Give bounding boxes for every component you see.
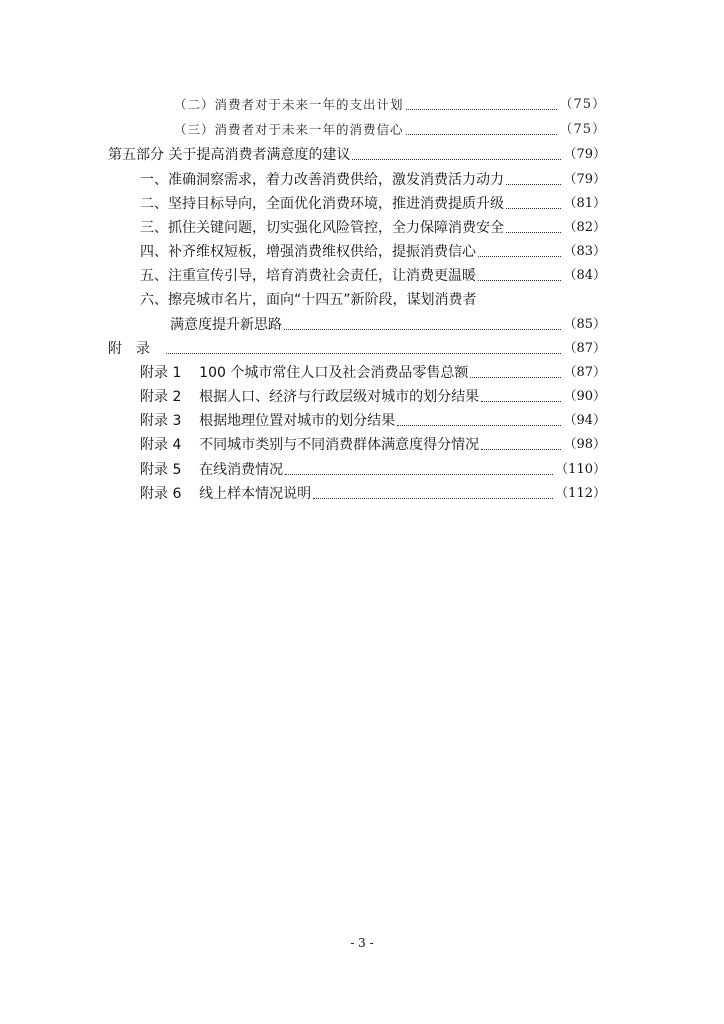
toc-page-number: （82） bbox=[563, 220, 606, 235]
toc-page-number: （87） bbox=[563, 341, 606, 356]
toc-entry-label: 五、注重宣传引导，培育消费社会责任，让消费更温暖 bbox=[140, 268, 476, 284]
toc-entry[interactable] bbox=[140, 455, 606, 479]
toc-page-number: （110） bbox=[555, 462, 606, 477]
dot-leader bbox=[481, 388, 561, 406]
dot-leader bbox=[470, 364, 561, 382]
toc-page-number: （85） bbox=[563, 317, 606, 332]
dot-leader bbox=[506, 195, 561, 213]
toc-page-number: （79） bbox=[563, 172, 606, 187]
toc-page-number: （84） bbox=[563, 268, 606, 283]
page-number-footer: - 3 - bbox=[350, 936, 374, 950]
toc-entry-label: 四、补齐维权短板，增强消费维权供给，提振消费信心 bbox=[140, 244, 476, 260]
dot-leader bbox=[352, 146, 561, 164]
toc-entry-label: 附录 2 根据人口、经济与行政层级对城市的划分结果 bbox=[140, 389, 480, 405]
toc-page-number: （112） bbox=[555, 486, 606, 501]
toc-page-number: （75） bbox=[559, 122, 606, 137]
toc-part-heading[interactable] bbox=[108, 140, 606, 164]
dot-leader bbox=[397, 412, 561, 430]
toc-entry-label: 六、擦亮城市名片，面向“十四五”新阶段，谋划消费者 bbox=[140, 292, 477, 308]
toc-appendix-heading[interactable] bbox=[108, 334, 606, 358]
dot-leader bbox=[284, 316, 561, 334]
toc-entry-label: 附录 3 根据地理位置对城市的划分结果 bbox=[140, 413, 396, 429]
toc-entry-label: 附录 1 100 个城市常住人口及社会消费品零售总额 bbox=[140, 365, 469, 381]
dot-leader bbox=[481, 436, 561, 454]
toc-page-number: （75） bbox=[559, 97, 606, 112]
dot-leader bbox=[478, 243, 561, 261]
toc-entry-label: 附录 5 在线消费情况 bbox=[140, 462, 284, 478]
toc-entry-label: 二、坚持目标导向，全面优化消费环境，推进消费提质升级 bbox=[140, 196, 504, 212]
toc-entry[interactable] bbox=[140, 237, 606, 261]
toc-entry[interactable] bbox=[140, 430, 606, 454]
dot-leader bbox=[406, 96, 558, 114]
toc-entry-label: 一、准确洞察需求，着力改善消费供给，激发消费活力动力 bbox=[140, 172, 504, 188]
toc-entry[interactable] bbox=[140, 479, 606, 503]
toc-entry-label: 三、抓住关键问题，切实强化风险管控，全力保障消费安全 bbox=[140, 220, 504, 236]
toc-entry[interactable] bbox=[140, 406, 606, 430]
toc-entry[interactable] bbox=[174, 90, 606, 114]
toc-entry-label: 满意度提升新思路 bbox=[170, 317, 282, 333]
toc-entry-line[interactable] bbox=[140, 285, 606, 309]
dot-leader bbox=[506, 219, 561, 237]
toc-entry[interactable] bbox=[170, 310, 606, 334]
dot-leader bbox=[478, 267, 561, 285]
toc-entry[interactable] bbox=[140, 189, 606, 213]
toc-entry-label: （二）消费者对于未来一年的支出计划 bbox=[174, 97, 404, 112]
toc-page-number: （79） bbox=[563, 147, 606, 162]
toc-entry-label: （三）消费者对于未来一年的消费信心 bbox=[174, 122, 404, 137]
dot-leader bbox=[285, 461, 553, 479]
dot-leader bbox=[406, 121, 558, 139]
dot-leader bbox=[166, 340, 561, 358]
dot-leader bbox=[313, 485, 553, 503]
toc-page-number: （83） bbox=[563, 244, 606, 259]
toc-page-number: （81） bbox=[563, 196, 606, 211]
toc-entry[interactable] bbox=[140, 382, 606, 406]
toc-entry-label: 附录 4 不同城市类别与不同消费群体满意度得分情况 bbox=[140, 437, 480, 453]
toc-entry-label: 第五部分 关于提高消费者满意度的建议 bbox=[108, 147, 351, 163]
toc-entry-label: 附录 6 线上样本情况说明 bbox=[140, 486, 312, 502]
toc-entry[interactable] bbox=[140, 165, 606, 189]
toc-entry[interactable] bbox=[174, 115, 606, 139]
toc-entry-label: 附录 bbox=[108, 341, 164, 357]
toc-entry[interactable] bbox=[140, 261, 606, 285]
toc-page-number: （90） bbox=[563, 389, 606, 404]
toc-entry[interactable] bbox=[140, 213, 606, 237]
toc-page-number: （98） bbox=[563, 437, 606, 452]
toc-page-number: （94） bbox=[563, 413, 606, 428]
dot-leader bbox=[506, 171, 561, 189]
toc-entry[interactable] bbox=[140, 358, 606, 382]
toc-page-number: （87） bbox=[563, 365, 606, 380]
